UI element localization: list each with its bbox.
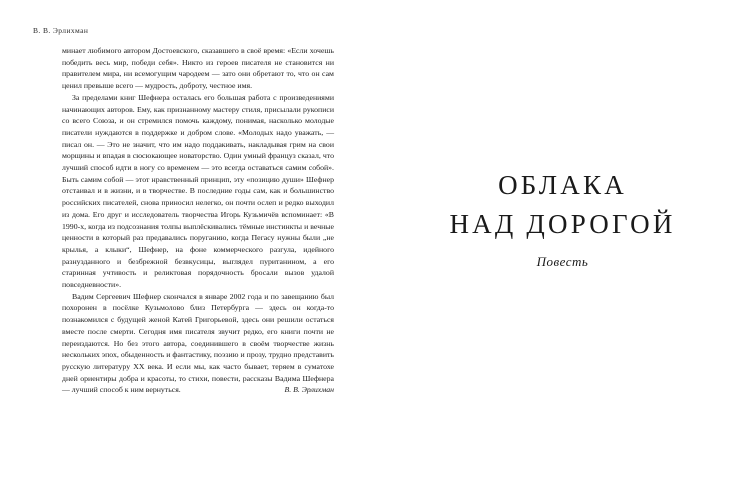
subtitle: Повесть xyxy=(536,254,589,269)
right-page xyxy=(375,0,750,479)
running-head: В. В. Эрлихман xyxy=(33,26,89,35)
paragraph: Вадим Сергеевич Шефнер скончался в январе 2002 года и по завещанию был похоронен в посёлке Кузьмолово близ Петербурга — здесь он когда-то познакомился с будущей женой Катей Григорьевой, здесь они решили остаться вместе после смерти. Сегодня имя писателя звучит редко, его книги почти не переиздаются. Но без этого автора, соединившего в своём творчестве жизнь нескольких эпох, обыденность и фантастику, поэзию и прозу, трудно представить русскую литературу XX века. И если мы, как часто бывает, теряем в суматохе дней ориентиры добра и красоты, то стихи, повести, рассказы Вадима Шефнера — лучший способ к ним вернуться. xyxy=(62,291,334,395)
title-line-2: НАД ДОРОГОЙ xyxy=(449,209,676,239)
title-block xyxy=(375,166,750,270)
paragraph: За пределами книг Шефнера осталась его большая работа с произведениями начинающих авторов. Ему, как признанному мастеру стиля, присылали рукописи со всего Союза, и он стремился помочь каждому, понимая, насколько молодые писатели нуждаются в поддержке и добром слове. «Молодых надо уважать, — писал он. — Это не значит, что им надо поддакивать, накладывая грим на свои морщины и впадая в сюсюкающее новаторство. Один умный француз сказал, что лучший способ идти в ногу со временем — это всегда оставаться самим собой». Быть самим собой — этот нравственный принцип, эту «позицию души» Шефнер отстаивал и в жизни, и в творчестве. В последние годы сам, как и большинство российских писателей, снова приносил нелегко, он почти ослеп и редко выходил из дома. Его друг и исследователь творчества Игорь Кузьмичёв вспоминает: «В 1990-х, когда из подсознания толпы выплёскивались тёмные инстинкты и вечные ценности в который раз предавались поруганию, когда Пегасу нужны были „не крылья, а клыки“, Шефнер, на фоне коммерческого разгула, идейного разнузданного и безбрежной безвкусицы, выглядел пуританином, а его старинная учтивость и реликтовая порядочность бросали вызов удалой повседневности». xyxy=(62,92,334,290)
body-text xyxy=(62,45,334,396)
author-signature: В. В. Эрлихман xyxy=(284,385,334,394)
title-line-1: ОБЛАКА xyxy=(498,170,627,200)
paragraph: минает любимого автором Достоевского, сказавшего в своё время: «Если хочешь победить весь мир, победи себя». Никто из героев писателя не становится ни правителем мира, ни всемогущим чародеем — зато они обретают то, что он сам ценил превыше всего — мудрость, доброту, честное имя. xyxy=(62,46,334,91)
